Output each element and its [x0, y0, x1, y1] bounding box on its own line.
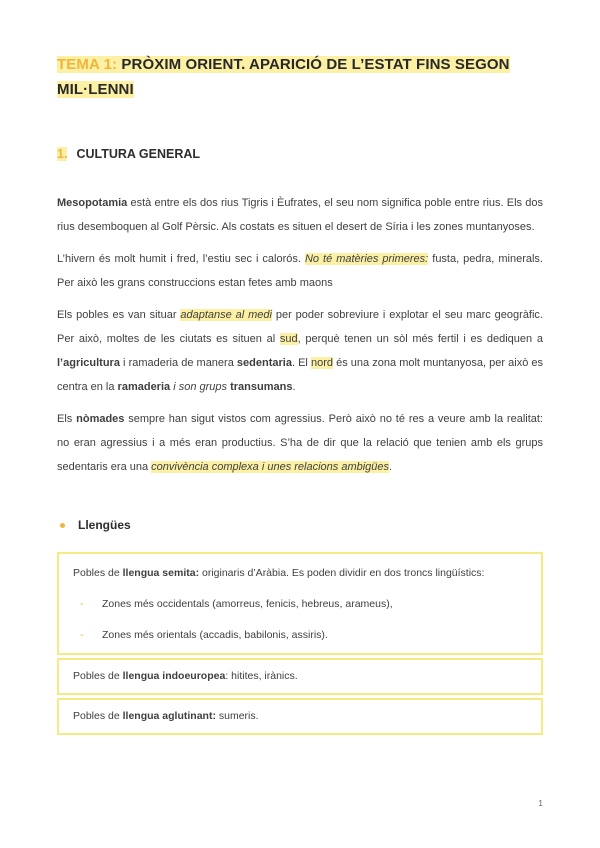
paragraph-nomads: Els nòmades sempre han sigut vistos com agressius. Però això no té res a veure amb la realitat: no eran agressius i a més eran productius. S’ha de dir que la relació que tenien amb els grups sedentaris era una convivència complexa i unes relacions ambigües. — [57, 413, 543, 473]
dash-bullet: - — [80, 629, 84, 641]
paragraph-settlement: Els pobles es van situar adaptanse al medi per poder sobreviure i explotar el seu marc geogràfic. Per això, moltes de les ciutats es situen al sud, perquè tenen un sòl més fertil i es dediquen a l’agricultura i ramaderia de manera sedentaria. El nord és una zona molt muntanyosa, per això es centra en la ramaderia i son grups transumans. — [57, 309, 544, 393]
table-row-semitic — [57, 552, 543, 655]
table-cell-text: Pobles de llengua semita: originaris d’Aràbia. Es poden dividir en dos troncs lingüístics: — [73, 567, 485, 579]
list-item-text: Zones més orientals (accadis, babilonis, assiris). — [102, 629, 328, 641]
list-item — [73, 628, 527, 643]
table-row-indoeuropean — [57, 658, 543, 695]
list-item — [73, 597, 527, 612]
paragraph-mesopotamia: Mesopotamia està entre els dos rius Tigris i Èufrates, el seu nom significa poble entre rius. Els dos rius desemboquen al Golf Pèrsic. Als costats es situen el desert de Síria i les zones muntanyoses. — [57, 197, 543, 233]
page-title — [57, 52, 543, 102]
list-item-text: Zones més occidentals (amorreus, fenicis, hebreus, arameus), — [102, 598, 393, 610]
bullet-dot-icon — [60, 523, 65, 528]
table-cell-text: Pobles de llengua aglutinant: sumeris. — [73, 710, 259, 722]
subheading-llengues — [57, 517, 543, 533]
section-number: 1. — [57, 147, 68, 161]
dash-bullet: - — [80, 598, 84, 610]
table-cell-text: Pobles de llengua indoeuropea: hitites, irànics. — [73, 670, 298, 682]
table-row-agglutinative — [57, 698, 543, 735]
section-heading — [57, 146, 543, 163]
subheading-label: Llengües — [78, 518, 131, 532]
title-main: PRÒXIM ORIENT. APARICIÓ DE L’ESTAT FINS SEGON MIL·LENNI — [57, 56, 510, 98]
languages-table — [57, 552, 543, 735]
page-number: 1 — [538, 798, 543, 808]
title-prefix: TEMA 1: — [57, 56, 118, 73]
title-highlight — [57, 56, 510, 98]
section-label: CULTURA GENERAL — [76, 147, 201, 161]
paragraph-climate: L’hivern és molt humit i fred, l’estiu sec i calorós. No té matèries primeres: fusta, pedra, minerals. Per això les grans construccions estan fetes amb maons — [57, 253, 543, 289]
